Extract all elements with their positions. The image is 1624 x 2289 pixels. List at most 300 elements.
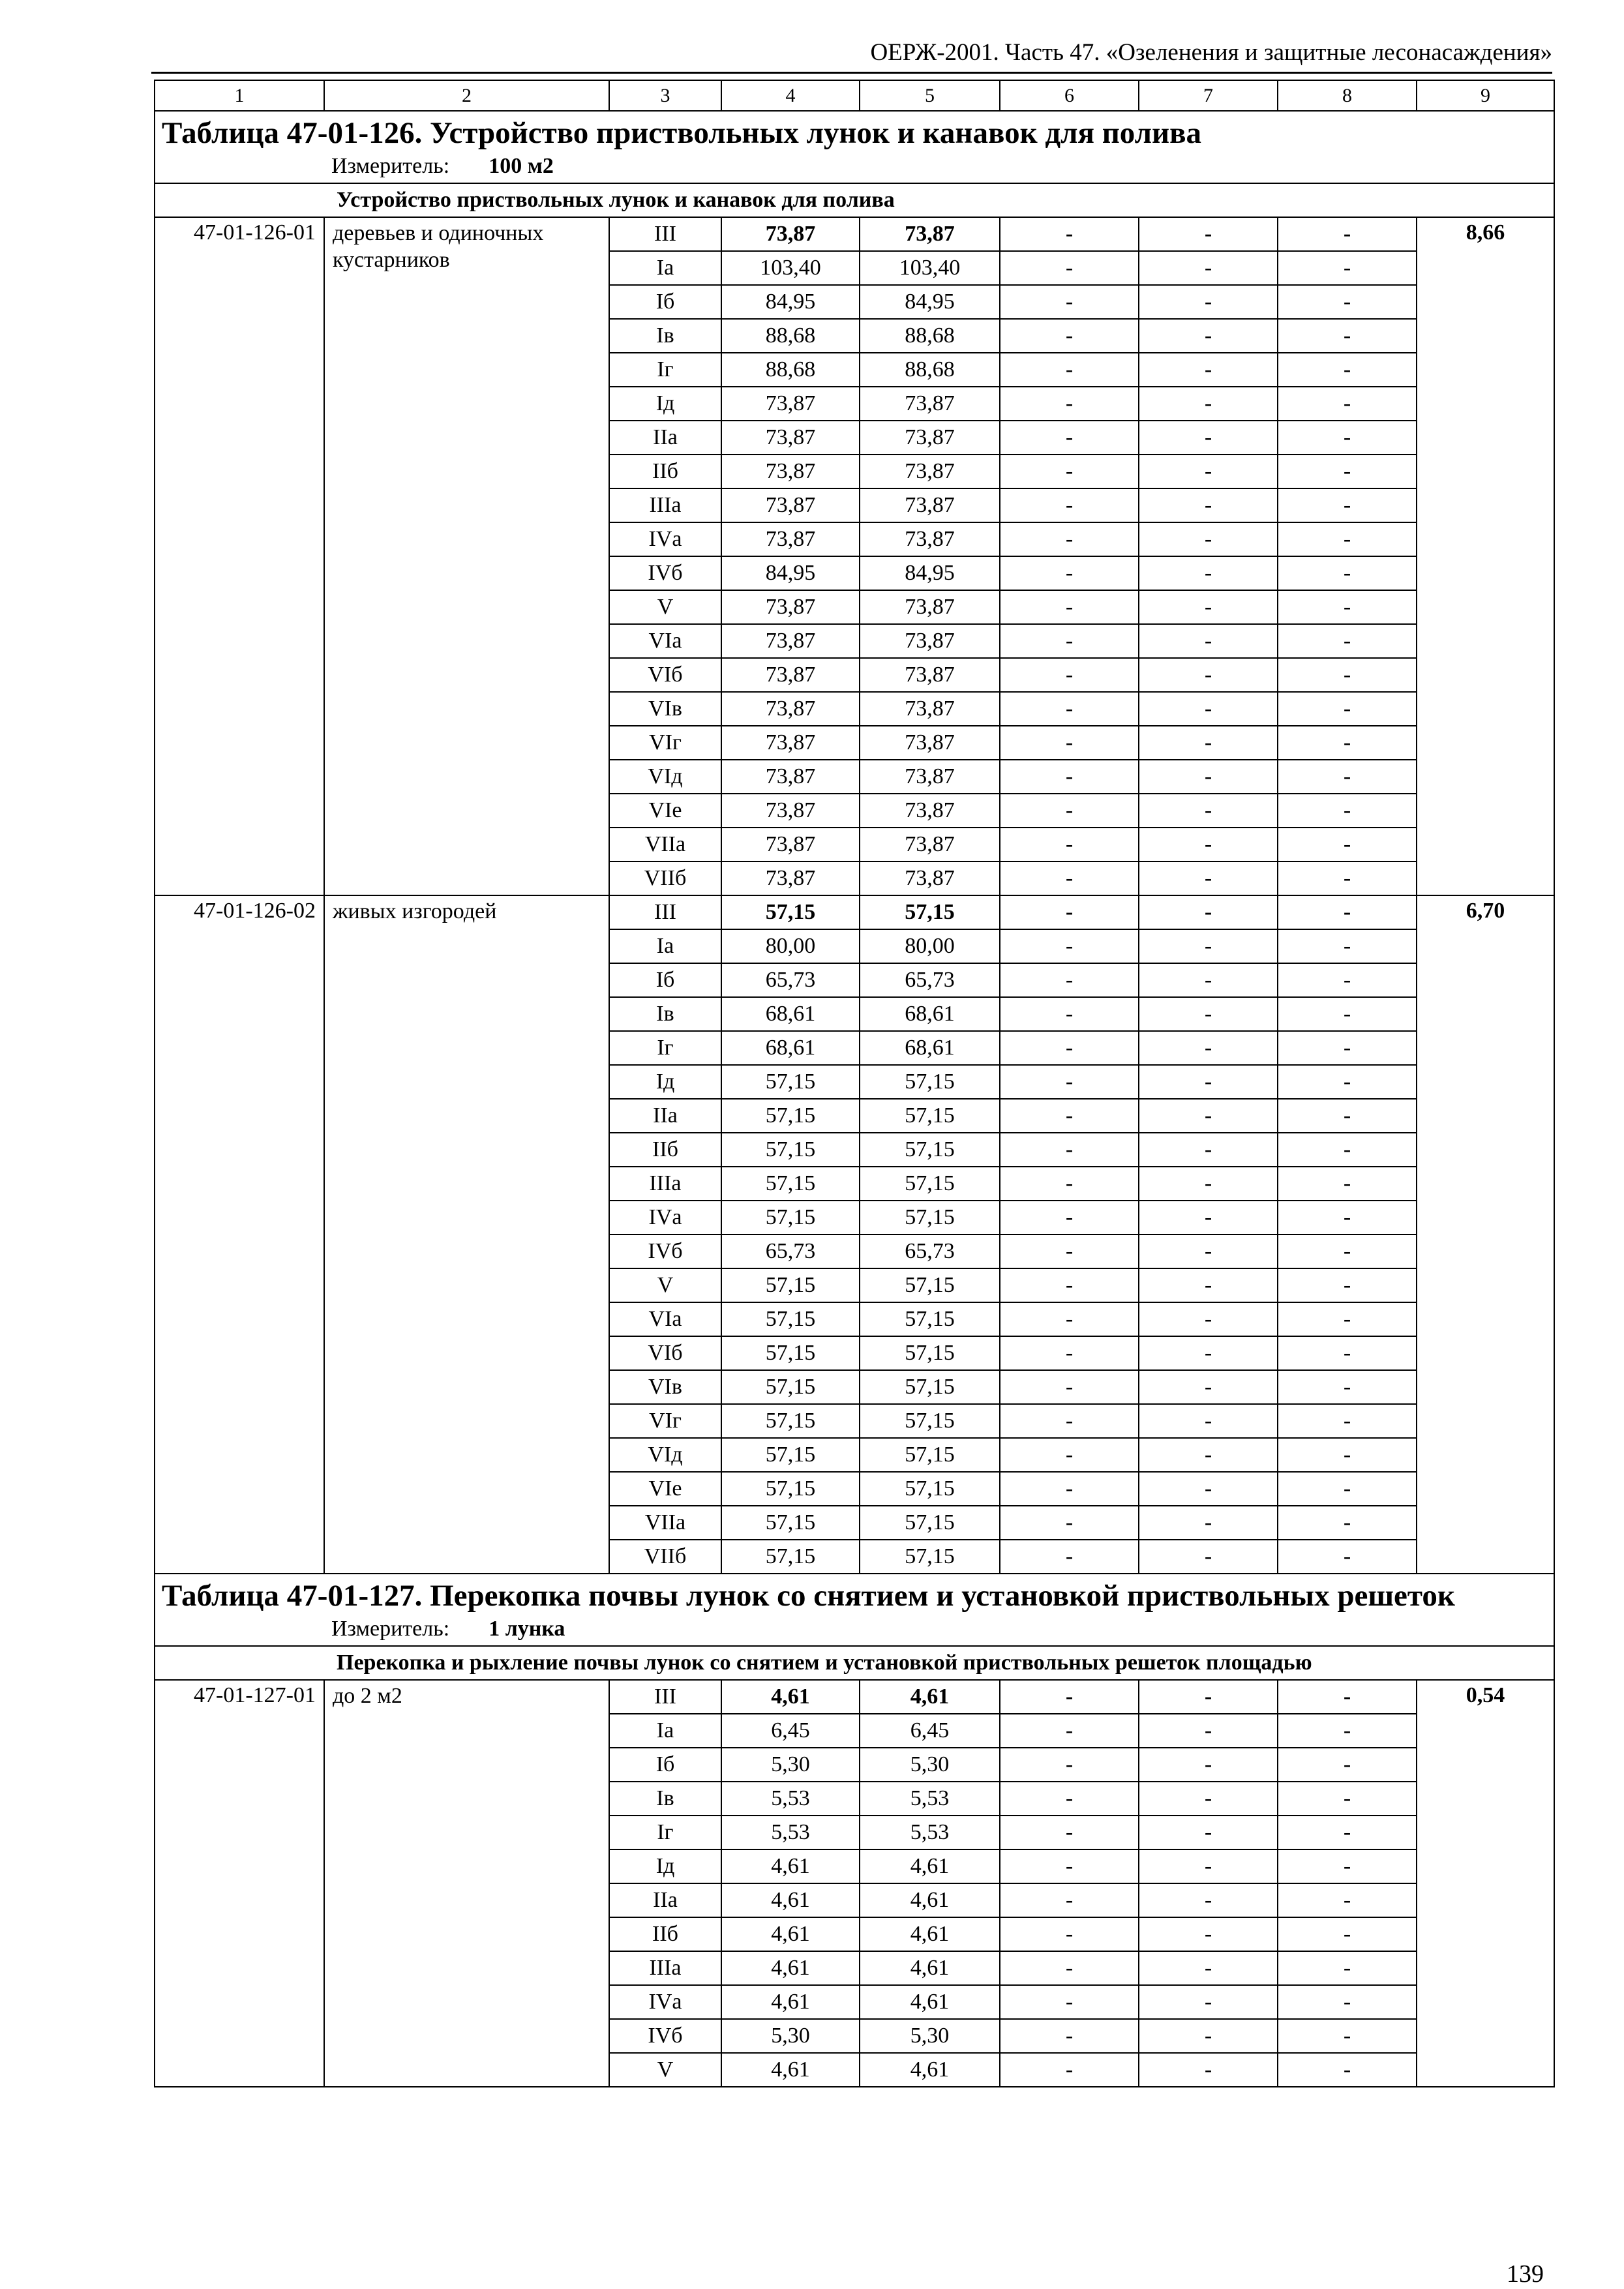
value-cell: - (1139, 828, 1278, 861)
column-number: 9 (1417, 80, 1554, 111)
value-cell: 57,15 (860, 1472, 1000, 1506)
zone-cell: Iб (609, 963, 721, 997)
value-cell: - (1139, 2019, 1278, 2053)
value-cell: - (1139, 1268, 1278, 1302)
value-cell: - (1000, 895, 1139, 929)
value-cell: 4,61 (860, 1951, 1000, 1985)
value-cell: - (1139, 760, 1278, 794)
value-cell: - (1000, 2019, 1139, 2053)
value-cell: - (1278, 251, 1417, 285)
table-row (155, 1680, 1554, 1714)
value-cell: - (1278, 1404, 1417, 1438)
zone-cell: VIв (609, 692, 721, 726)
column-number: 5 (860, 80, 1000, 111)
zone-cell: VIб (609, 1336, 721, 1370)
rate-description: деревьев и одиночных кустарников (324, 217, 609, 895)
value-cell: 57,15 (721, 1506, 860, 1540)
value-cell: - (1139, 1336, 1278, 1370)
value-cell: - (1139, 556, 1278, 590)
value-cell: - (1278, 1336, 1417, 1370)
value-cell: 57,15 (860, 1302, 1000, 1336)
zone-cell: Iд (609, 1849, 721, 1883)
zone-cell: IIа (609, 1883, 721, 1917)
value-cell: - (1139, 590, 1278, 624)
measure-line (155, 154, 1554, 183)
value-cell: 65,73 (721, 1234, 860, 1268)
column-number: 1 (155, 80, 324, 111)
value-cell: 57,15 (721, 1167, 860, 1201)
value-cell: 57,15 (721, 1336, 860, 1370)
value-cell: - (1139, 455, 1278, 488)
value-cell: 57,15 (721, 1302, 860, 1336)
value-cell: 5,53 (721, 1816, 860, 1849)
column-number: 2 (324, 80, 609, 111)
table-title: Таблица 47-01-127. Перекопка почвы лунок со снятием и установкой приствольных решеток (162, 1578, 1455, 1613)
value-cell: 57,15 (721, 1099, 860, 1133)
value-cell: 5,30 (721, 1748, 860, 1782)
value-cell: 4,61 (721, 1917, 860, 1951)
column-number: 3 (609, 80, 721, 111)
value-cell: - (1278, 794, 1417, 828)
value-cell: 57,15 (721, 1404, 860, 1438)
value-cell: - (1139, 1849, 1278, 1883)
rate-code: 47-01-127-01 (155, 1680, 324, 2087)
value-cell: - (1000, 861, 1139, 895)
zone-cell: V (609, 1268, 721, 1302)
value-cell: 73,87 (721, 861, 860, 895)
value-cell: - (1139, 692, 1278, 726)
value-cell: - (1278, 1985, 1417, 2019)
value-cell: - (1000, 1234, 1139, 1268)
value-cell: 57,15 (860, 1438, 1000, 1472)
value-cell: - (1278, 1951, 1417, 1985)
value-cell: 88,68 (860, 319, 1000, 353)
value-cell: 57,15 (721, 1370, 860, 1404)
value-cell: 57,15 (721, 1540, 860, 1574)
value-cell: - (1139, 1748, 1278, 1782)
value-cell: - (1278, 861, 1417, 895)
value-cell: - (1139, 1065, 1278, 1099)
value-cell: 73,87 (721, 760, 860, 794)
value-cell: 73,87 (721, 692, 860, 726)
value-cell: 73,87 (721, 455, 860, 488)
value-cell: - (1278, 1167, 1417, 1201)
zone-cell: Iв (609, 1782, 721, 1816)
value-cell: 73,87 (860, 522, 1000, 556)
table-title-row (155, 1574, 1554, 1646)
value-cell: 57,15 (860, 1201, 1000, 1234)
value-cell: - (1000, 1680, 1139, 1714)
value-cell: - (1000, 1404, 1139, 1438)
value-cell: 73,87 (721, 217, 860, 251)
value-cell: 4,61 (721, 1680, 860, 1714)
zone-cell: IIб (609, 1133, 721, 1167)
value-cell: 57,15 (721, 1133, 860, 1167)
zone-cell: IIIа (609, 488, 721, 522)
value-cell: 57,15 (860, 1336, 1000, 1370)
value-cell: - (1139, 1472, 1278, 1506)
zone-cell: Iг (609, 353, 721, 387)
value-cell: - (1278, 590, 1417, 624)
value-cell: 68,61 (860, 1031, 1000, 1065)
zone-cell: Iб (609, 1748, 721, 1782)
value-cell: 57,15 (721, 1065, 860, 1099)
zone-cell: IIа (609, 421, 721, 455)
value-cell: - (1278, 895, 1417, 929)
value-cell: 65,73 (860, 963, 1000, 997)
value-cell: 103,40 (860, 251, 1000, 285)
value-cell: - (1000, 319, 1139, 353)
value-cell: - (1139, 1167, 1278, 1201)
zone-cell: VIг (609, 726, 721, 760)
zone-cell: Iв (609, 997, 721, 1031)
value-cell: 57,15 (860, 1065, 1000, 1099)
value-cell: - (1278, 1472, 1417, 1506)
value-cell: - (1278, 1540, 1417, 1574)
value-cell: - (1000, 929, 1139, 963)
value-cell: - (1278, 1201, 1417, 1234)
value-cell: - (1000, 658, 1139, 692)
value-cell: - (1278, 1438, 1417, 1472)
table-row (155, 895, 1554, 929)
value-cell: - (1139, 1370, 1278, 1404)
value-cell: 57,15 (721, 1201, 860, 1234)
value-cell: - (1278, 760, 1417, 794)
value-cell: - (1000, 217, 1139, 251)
value-cell: 4,61 (721, 1883, 860, 1917)
value-cell: - (1278, 1234, 1417, 1268)
table-title-cell (155, 111, 1554, 183)
value-cell: 4,61 (721, 1849, 860, 1883)
value-cell: - (1139, 658, 1278, 692)
value-cell: - (1000, 1336, 1139, 1370)
value-cell: 57,15 (860, 1133, 1000, 1167)
value-cell: 4,61 (860, 1883, 1000, 1917)
zone-cell: VIIб (609, 1540, 721, 1574)
zone-cell: IVа (609, 1201, 721, 1234)
zone-cell: VIг (609, 1404, 721, 1438)
zone-cell: VIе (609, 1472, 721, 1506)
zone-cell: VIа (609, 624, 721, 658)
rate-col9: 6,70 (1417, 895, 1554, 1574)
value-cell: - (1000, 421, 1139, 455)
measure-label: Измеритель: (331, 1616, 450, 1641)
table-row (155, 217, 1554, 251)
value-cell: 57,15 (721, 895, 860, 929)
rates-table (154, 80, 1555, 2087)
value-cell: 57,15 (860, 1506, 1000, 1540)
value-cell: - (1139, 1302, 1278, 1336)
value-cell: - (1278, 319, 1417, 353)
value-cell: - (1000, 251, 1139, 285)
page-number: 139 (1507, 2260, 1544, 2288)
value-cell: - (1000, 1506, 1139, 1540)
value-cell: 73,87 (860, 726, 1000, 760)
value-cell: 103,40 (721, 251, 860, 285)
value-cell: 73,87 (721, 726, 860, 760)
value-cell: 73,87 (721, 421, 860, 455)
zone-cell: IIб (609, 1917, 721, 1951)
value-cell: - (1139, 2053, 1278, 2087)
value-cell: - (1139, 1816, 1278, 1849)
value-cell: - (1139, 1234, 1278, 1268)
value-cell: - (1139, 319, 1278, 353)
value-cell: - (1278, 488, 1417, 522)
table-title-cell (155, 1574, 1554, 1646)
zone-cell: V (609, 2053, 721, 2087)
value-cell: 4,61 (860, 1680, 1000, 1714)
value-cell: - (1278, 387, 1417, 421)
zone-cell: Iв (609, 319, 721, 353)
zone-cell: VIд (609, 1438, 721, 1472)
value-cell: - (1139, 895, 1278, 929)
zone-cell: IIа (609, 1099, 721, 1133)
value-cell: 80,00 (860, 929, 1000, 963)
value-cell: - (1139, 726, 1278, 760)
zone-cell: VIд (609, 760, 721, 794)
value-cell: - (1278, 1268, 1417, 1302)
table-subtitle: Устройство приствольных лунок и канавок для полива (155, 183, 1554, 217)
value-cell: - (1000, 522, 1139, 556)
zone-cell: Iб (609, 285, 721, 319)
value-cell: - (1278, 421, 1417, 455)
value-cell: - (1000, 1370, 1139, 1404)
value-cell: - (1000, 1438, 1139, 1472)
value-cell: 4,61 (860, 1985, 1000, 2019)
value-cell: - (1000, 1031, 1139, 1065)
value-cell: - (1278, 1302, 1417, 1336)
value-cell: - (1139, 387, 1278, 421)
value-cell: - (1000, 794, 1139, 828)
value-cell: - (1139, 1714, 1278, 1748)
value-cell: - (1278, 1133, 1417, 1167)
zone-cell: IIб (609, 455, 721, 488)
value-cell: - (1139, 624, 1278, 658)
value-cell: 84,95 (860, 285, 1000, 319)
value-cell: - (1278, 929, 1417, 963)
value-cell: - (1000, 1816, 1139, 1849)
value-cell: - (1000, 1951, 1139, 1985)
value-cell: 84,95 (721, 556, 860, 590)
zone-cell: III (609, 217, 721, 251)
value-cell: - (1278, 556, 1417, 590)
table-subtitle-row (155, 1646, 1554, 1680)
rate-col9: 8,66 (1417, 217, 1554, 895)
value-cell: - (1000, 1782, 1139, 1816)
zone-cell: Iд (609, 387, 721, 421)
value-cell: - (1278, 2019, 1417, 2053)
table-title: Таблица 47-01-126. Устройство приствольных лунок и канавок для полива (162, 116, 1202, 150)
value-cell: 57,15 (721, 1472, 860, 1506)
value-cell: 5,53 (860, 1782, 1000, 1816)
value-cell: - (1000, 556, 1139, 590)
column-number-row (155, 80, 1554, 111)
value-cell: 6,45 (721, 1714, 860, 1748)
value-cell: 73,87 (860, 590, 1000, 624)
value-cell: - (1139, 1917, 1278, 1951)
value-cell: 73,87 (721, 522, 860, 556)
value-cell: - (1000, 2053, 1139, 2087)
zone-cell: III (609, 1680, 721, 1714)
value-cell: 65,73 (721, 963, 860, 997)
value-cell: - (1000, 590, 1139, 624)
value-cell: - (1278, 353, 1417, 387)
value-cell: 73,87 (860, 794, 1000, 828)
value-cell: - (1139, 1404, 1278, 1438)
value-cell: 84,95 (721, 285, 860, 319)
value-cell: 68,61 (721, 997, 860, 1031)
value-cell: 4,61 (860, 2053, 1000, 2087)
zone-cell: VIIа (609, 1506, 721, 1540)
value-cell: - (1139, 1951, 1278, 1985)
value-cell: 4,61 (721, 2053, 860, 2087)
value-cell: - (1139, 1133, 1278, 1167)
value-cell: 5,30 (860, 2019, 1000, 2053)
value-cell: - (1278, 522, 1417, 556)
value-cell: - (1139, 997, 1278, 1031)
rate-description: живых изгородей (324, 895, 609, 1574)
value-cell: - (1000, 692, 1139, 726)
value-cell: - (1278, 624, 1417, 658)
value-cell: 73,87 (860, 217, 1000, 251)
rate-description: до 2 м2 (324, 1680, 609, 2087)
value-cell: - (1139, 251, 1278, 285)
zone-cell: IVа (609, 522, 721, 556)
measure-line (155, 1617, 1554, 1645)
value-cell: - (1139, 1680, 1278, 1714)
value-cell: 73,87 (860, 624, 1000, 658)
rate-code: 47-01-126-01 (155, 217, 324, 895)
value-cell: - (1139, 1201, 1278, 1234)
value-cell: - (1278, 1748, 1417, 1782)
value-cell: - (1278, 828, 1417, 861)
value-cell: 73,87 (860, 828, 1000, 861)
zone-cell: VIIб (609, 861, 721, 895)
value-cell: - (1000, 285, 1139, 319)
value-cell: - (1139, 217, 1278, 251)
zone-cell: VIб (609, 658, 721, 692)
column-number: 4 (721, 80, 860, 111)
value-cell: - (1000, 1201, 1139, 1234)
rate-code: 47-01-126-02 (155, 895, 324, 1574)
value-cell: - (1278, 1031, 1417, 1065)
value-cell: - (1000, 1849, 1139, 1883)
value-cell: - (1139, 488, 1278, 522)
value-cell: - (1278, 1714, 1417, 1748)
value-cell: - (1139, 1438, 1278, 1472)
value-cell: - (1139, 353, 1278, 387)
value-cell: - (1000, 1133, 1139, 1167)
measure-value: 1 лунка (489, 1616, 565, 1641)
zone-cell: Iг (609, 1816, 721, 1849)
zone-cell: Iа (609, 1714, 721, 1748)
value-cell: - (1000, 1985, 1139, 2019)
value-cell: 73,87 (860, 861, 1000, 895)
value-cell: 57,15 (860, 1540, 1000, 1574)
value-cell: 73,87 (721, 828, 860, 861)
value-cell: - (1278, 2053, 1417, 2087)
column-number: 7 (1139, 80, 1278, 111)
value-cell: 57,15 (860, 1167, 1000, 1201)
value-cell: 73,87 (721, 624, 860, 658)
value-cell: - (1278, 726, 1417, 760)
value-cell: - (1278, 285, 1417, 319)
zone-cell: VIIа (609, 828, 721, 861)
value-cell: - (1000, 1167, 1139, 1201)
zone-cell: Iа (609, 251, 721, 285)
value-cell: 68,61 (860, 997, 1000, 1031)
rate-col9: 0,54 (1417, 1680, 1554, 2087)
value-cell: 73,87 (721, 794, 860, 828)
column-number: 6 (1000, 80, 1139, 111)
value-cell: 5,30 (860, 1748, 1000, 1782)
zone-cell: Iа (609, 929, 721, 963)
zone-cell: III (609, 895, 721, 929)
running-header: ОЕРЖ-2001. Часть 47. «Озеленения и защитные лесонасаждения» (870, 39, 1552, 66)
value-cell: 4,61 (721, 1985, 860, 2019)
value-cell: 57,15 (721, 1268, 860, 1302)
value-cell: 73,87 (721, 658, 860, 692)
value-cell: - (1278, 1065, 1417, 1099)
value-cell: 4,61 (860, 1849, 1000, 1883)
zone-cell: VIв (609, 1370, 721, 1404)
value-cell: - (1278, 1782, 1417, 1816)
zone-cell: IVа (609, 1985, 721, 2019)
value-cell: - (1139, 1985, 1278, 2019)
value-cell: 73,87 (860, 455, 1000, 488)
value-cell: 73,87 (860, 387, 1000, 421)
value-cell: - (1139, 522, 1278, 556)
header-rule (151, 72, 1552, 74)
value-cell: 57,15 (721, 1438, 860, 1472)
value-cell: - (1000, 760, 1139, 794)
value-cell: 4,61 (721, 1951, 860, 1985)
zone-cell: VIе (609, 794, 721, 828)
value-cell: 73,87 (860, 658, 1000, 692)
zone-cell: IVб (609, 556, 721, 590)
value-cell: 65,73 (860, 1234, 1000, 1268)
value-cell: - (1278, 997, 1417, 1031)
value-cell: 57,15 (860, 895, 1000, 929)
value-cell: - (1000, 1748, 1139, 1782)
value-cell: 57,15 (860, 1268, 1000, 1302)
zone-cell: IIIа (609, 1167, 721, 1201)
value-cell: - (1278, 1370, 1417, 1404)
value-cell: - (1139, 794, 1278, 828)
value-cell: - (1000, 624, 1139, 658)
value-cell: - (1139, 1506, 1278, 1540)
value-cell: 57,15 (860, 1099, 1000, 1133)
value-cell: 4,61 (860, 1917, 1000, 1951)
value-cell: - (1000, 1540, 1139, 1574)
value-cell: - (1000, 353, 1139, 387)
column-number: 8 (1278, 80, 1417, 111)
value-cell: 88,68 (860, 353, 1000, 387)
value-cell: - (1000, 1268, 1139, 1302)
value-cell: - (1000, 726, 1139, 760)
value-cell: - (1139, 929, 1278, 963)
value-cell: - (1000, 1302, 1139, 1336)
value-cell: 73,87 (860, 421, 1000, 455)
value-cell: 73,87 (721, 488, 860, 522)
value-cell: - (1139, 1540, 1278, 1574)
value-cell: - (1000, 1472, 1139, 1506)
zone-cell: Iг (609, 1031, 721, 1065)
value-cell: 57,15 (860, 1404, 1000, 1438)
value-cell: - (1139, 1031, 1278, 1065)
value-cell: - (1139, 421, 1278, 455)
value-cell: 5,53 (860, 1816, 1000, 1849)
